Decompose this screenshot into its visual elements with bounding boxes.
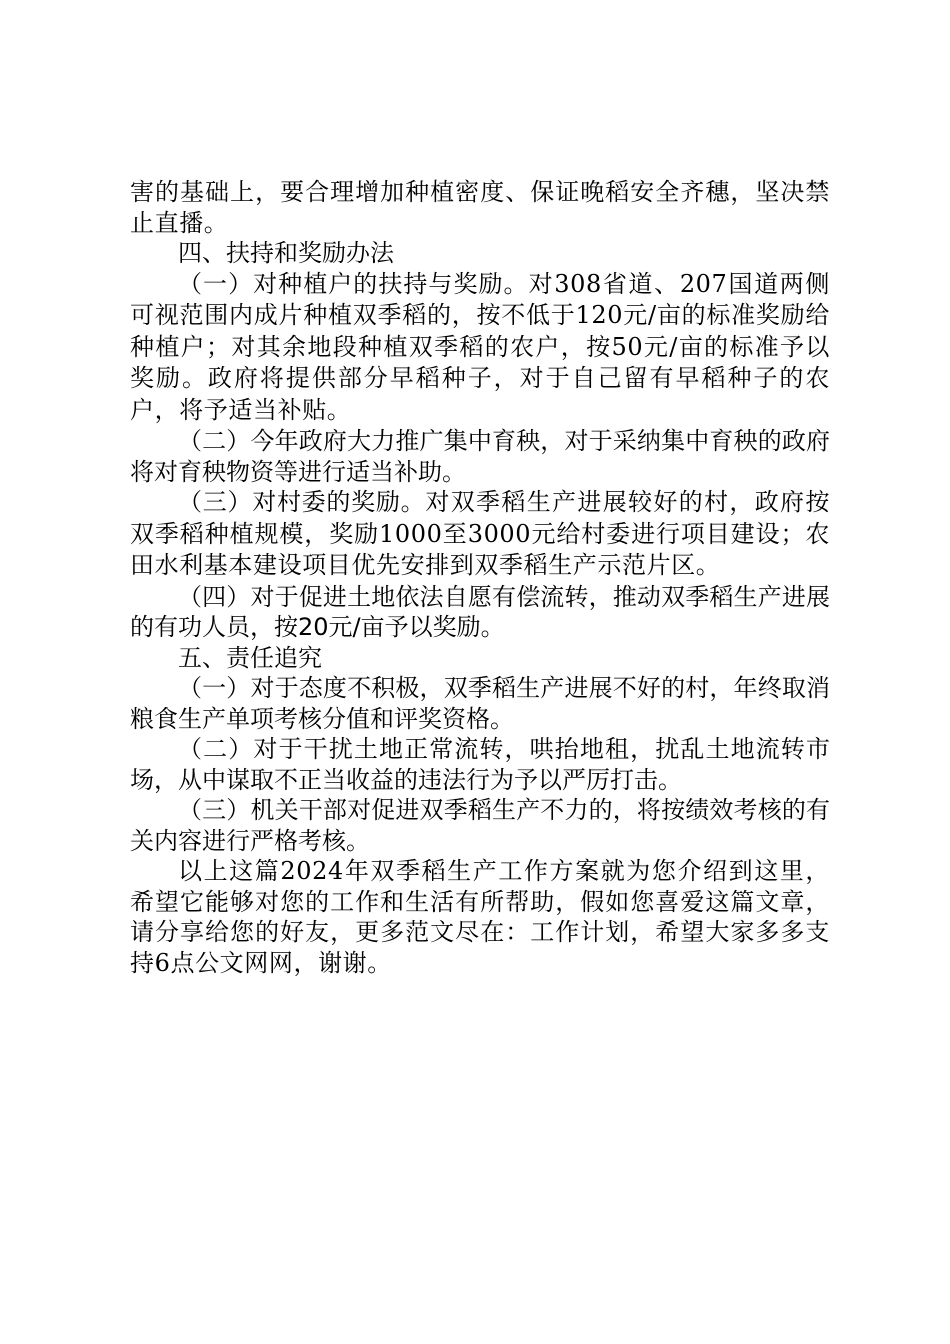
paragraph-accountability-1: （一）对于态度不积极，双季稻生产进展不好的村，年终取消粮食生产单项考核分值和评奖资格。 xyxy=(130,674,830,733)
paragraph-accountability-3: （三）机关干部对促进双季稻生产不力的，将按绩效考核的有关内容进行严格考核。 xyxy=(130,796,830,855)
document-body xyxy=(130,177,830,978)
paragraph-body: 对双季稻生产进展较好的村，政府按双季稻种植规模，奖励1000至3000元给村委进行项目建设；农田水利基本建设项目优先安排到双季稻生产示范片区。 xyxy=(130,488,830,579)
paragraph-lead: （三）对村委的奖励。 xyxy=(178,488,426,516)
section-heading-support-rewards: 四、扶持和奖励办法 xyxy=(178,239,394,267)
paragraph-nursery-subsidy: （二）今年政府大力推广集中育秧，对于采纳集中育秧的政府将对育秧物资等进行适当补助。 xyxy=(130,427,830,486)
paragraph-accountability-2: （二）对于干扰土地正常流转，哄抬地租，扰乱土地流转市场，从中谋取不正当收益的违法行为予以严厉打击。 xyxy=(130,735,830,794)
section-heading-accountability: 五、责任追究 xyxy=(178,643,322,672)
paragraph-village-rewards xyxy=(130,487,830,582)
paragraph-lead: （一）对种植户的扶持与奖励。 xyxy=(178,269,529,298)
paragraph-body: 对308省道、207国道两侧可视范围内成片种植双季稻的，按不低于120元/亩的标准奖励给种植户；对其余地段种植双季稻的农户，按50元/亩的标准予以奖励。政府将提供部分早稻种子，对于自己留有早稻种子的农户，将予适当补贴。 xyxy=(130,269,830,424)
paragraph-land-transfer-rewards: （四）对于促进土地依法自愿有偿流转，推动双季稻生产进展的有功人员，按20元/亩予以奖励。 xyxy=(130,582,830,641)
paragraph-continuation: 害的基础上，要合理增加种植密度、保证晚稻安全齐穗，坚决禁止直播。 xyxy=(130,178,830,237)
paragraph-grower-support xyxy=(130,269,830,427)
paragraph-closing: 以上这篇2024年双季稻生产工作方案就为您介绍到这里，希望它能够对您的工作和生活有所帮助，假如您喜爱这篇文章，请分享给您的好友，更多范文尽在：工作计划，希望大家多多支持6点公文网网，谢谢。 xyxy=(130,857,830,977)
